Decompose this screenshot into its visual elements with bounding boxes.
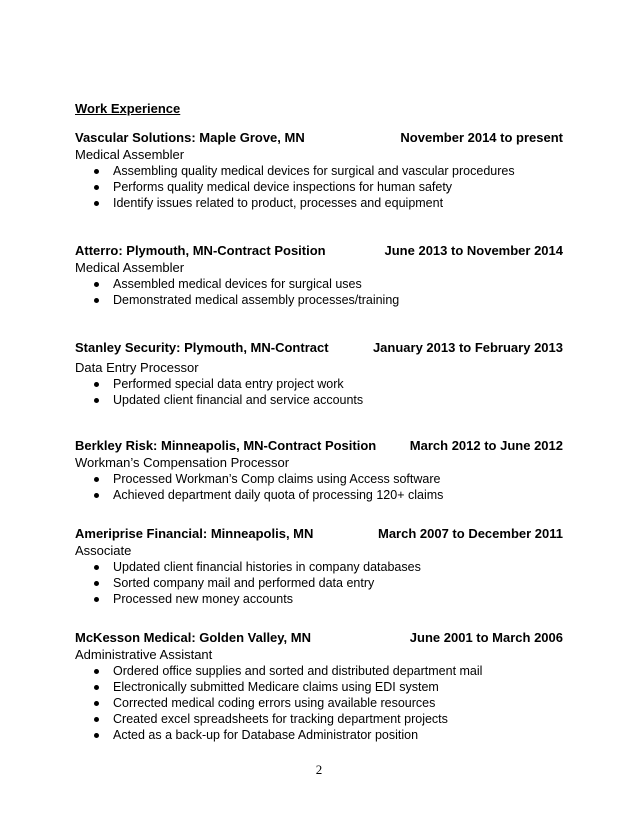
duty-item xyxy=(75,727,563,743)
duty-list xyxy=(75,376,563,408)
job-entry xyxy=(75,243,563,308)
duty-text: Corrected medical coding errors using available resources xyxy=(113,696,436,710)
duty-item xyxy=(75,195,563,211)
duty-item xyxy=(75,487,563,503)
job-title: Medical Assembler xyxy=(75,260,185,275)
bullet-icon xyxy=(94,581,99,586)
job-header xyxy=(75,630,563,647)
job-dates: June 2013 to November 2014 xyxy=(384,243,563,258)
duty-text: Identify issues related to product, processes and equipment xyxy=(113,196,444,210)
job-entry xyxy=(75,340,563,408)
duty-item xyxy=(75,276,563,292)
duty-item xyxy=(75,559,563,575)
duty-text: Updated client financial and service accounts xyxy=(113,393,364,407)
duty-list xyxy=(75,663,563,743)
duty-text: Assembled medical devices for surgical uses xyxy=(113,277,362,291)
duty-text: Demonstrated medical assembly processes/training xyxy=(113,293,400,307)
bullet-icon xyxy=(94,685,99,690)
duty-item xyxy=(75,695,563,711)
bullet-icon xyxy=(94,669,99,674)
bullet-icon xyxy=(94,565,99,570)
duty-text: Performed special data entry project work xyxy=(113,377,344,391)
job-company: Vascular Solutions: Maple Grove, MN xyxy=(75,130,305,145)
duty-item xyxy=(75,179,563,195)
job-entry xyxy=(75,130,563,211)
bullet-icon xyxy=(94,382,99,387)
job-company: Atterro: Plymouth, MN-Contract Position xyxy=(75,243,326,258)
duty-item xyxy=(75,575,563,591)
duty-text: Assembling quality medical devices for surgical and vascular procedures xyxy=(113,164,515,178)
job-dates: March 2007 to December 2011 xyxy=(378,526,563,541)
bullet-icon xyxy=(94,493,99,498)
duty-item xyxy=(75,292,563,308)
job-header xyxy=(75,526,563,543)
duty-list xyxy=(75,163,563,211)
job-title: Associate xyxy=(75,543,132,558)
duty-text: Sorted company mail and performed data entry xyxy=(113,576,375,590)
duty-text: Processed Workman’s Comp claims using Access software xyxy=(113,472,441,486)
duty-item xyxy=(75,163,563,179)
bullet-icon xyxy=(94,701,99,706)
job-header xyxy=(75,438,563,455)
duty-item xyxy=(75,591,563,607)
job-dates: June 2001 to March 2006 xyxy=(409,630,563,645)
bullet-icon xyxy=(94,282,99,287)
job-title: Medical Assembler xyxy=(75,147,185,162)
job-dates: January 2013 to February 2013 xyxy=(372,340,563,355)
duty-text: Created excel spreadsheets for tracking department projects xyxy=(113,712,448,726)
job-company: McKesson Medical: Golden Valley, MN xyxy=(75,630,311,645)
job-title: Administrative Assistant xyxy=(75,647,213,662)
duty-item xyxy=(75,392,563,408)
duty-text: Achieved department daily quota of processing 120+ claims xyxy=(113,488,444,502)
duty-text: Performs quality medical device inspections for human safety xyxy=(113,180,453,194)
duty-text: Processed new money accounts xyxy=(113,592,293,606)
job-company: Stanley Security: Plymouth, MN-Contract xyxy=(75,340,329,355)
job-entry xyxy=(75,438,563,503)
duty-list xyxy=(75,471,563,503)
bullet-icon xyxy=(94,717,99,722)
duty-text: Electronically submitted Medicare claims using EDI system xyxy=(113,680,439,694)
duty-item xyxy=(75,376,563,392)
bullet-icon xyxy=(94,733,99,738)
duty-item xyxy=(75,711,563,727)
job-company: Berkley Risk: Minneapolis, MN-Contract Position xyxy=(75,438,377,453)
section-heading-work-experience: Work Experience xyxy=(75,101,181,116)
duty-text: Ordered office supplies and sorted and distributed department mail xyxy=(113,664,483,678)
page-number: 2 xyxy=(315,762,323,777)
job-dates: November 2014 to present xyxy=(400,130,563,145)
job-header xyxy=(75,130,563,147)
bullet-icon xyxy=(94,298,99,303)
job-title: Data Entry Processor xyxy=(75,360,199,375)
duty-text: Acted as a back-up for Database Administrator position xyxy=(113,728,419,742)
duty-item xyxy=(75,471,563,487)
bullet-icon xyxy=(94,597,99,602)
job-entry xyxy=(75,526,563,607)
job-header xyxy=(75,243,563,260)
duty-list xyxy=(75,276,563,308)
job-title: Workman’s Compensation Processor xyxy=(75,455,290,470)
bullet-icon xyxy=(94,477,99,482)
job-dates: March 2012 to June 2012 xyxy=(409,438,563,453)
bullet-icon xyxy=(94,398,99,403)
duty-list xyxy=(75,559,563,607)
duty-text: Updated client financial histories in company databases xyxy=(113,560,421,574)
bullet-icon xyxy=(94,201,99,206)
duty-item xyxy=(75,663,563,679)
bullet-icon xyxy=(94,185,99,190)
job-company: Ameriprise Financial: Minneapolis, MN xyxy=(75,526,314,541)
job-header xyxy=(75,340,563,357)
job-entry xyxy=(75,630,563,743)
bullet-icon xyxy=(94,169,99,174)
duty-item xyxy=(75,679,563,695)
